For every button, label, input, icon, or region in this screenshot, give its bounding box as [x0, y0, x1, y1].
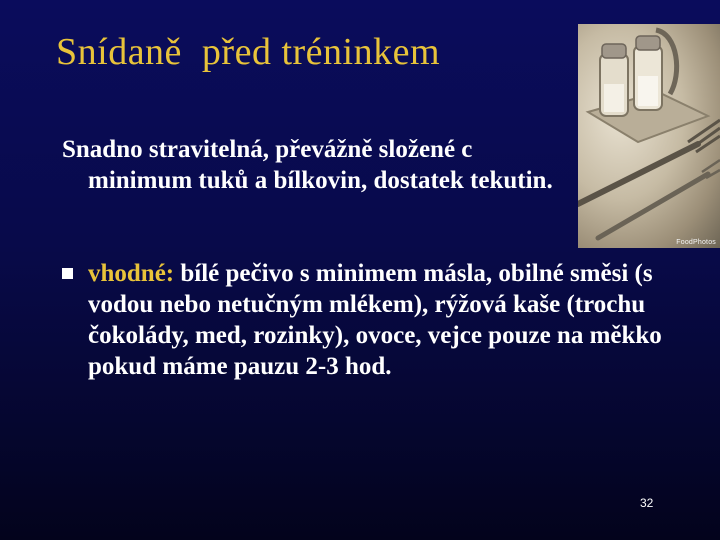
photo-credit: FoodPhotos	[676, 239, 716, 246]
intro-paragraph	[62, 134, 582, 196]
page-number: 32	[640, 496, 654, 510]
breakfast-photo	[578, 24, 720, 248]
bullet-text: bílé pečivo s minimem másla, obilné směsi (s vodou nebo netučným mlékem), rýžová kaše (trochu čokolády, med, rozinky), ovoce, vejce pouze na měkko pokud máme pauzu 2-3 hod.	[88, 260, 662, 380]
intro-line-1: Snadno stravitelná, převážně složené c	[62, 136, 473, 163]
bullet-content	[88, 258, 662, 382]
bullet-keyword: vhodné:	[88, 260, 175, 287]
square-bullet-icon	[62, 268, 73, 279]
bullet-list	[62, 258, 662, 382]
bullet-item	[62, 258, 662, 382]
salt-shaker-fork-image	[578, 24, 720, 248]
slide-title: Snídaně před tréninkem	[56, 31, 441, 73]
intro-line-rest: minimum tuků a bílkovin, dostatek tekutin.	[88, 167, 553, 194]
